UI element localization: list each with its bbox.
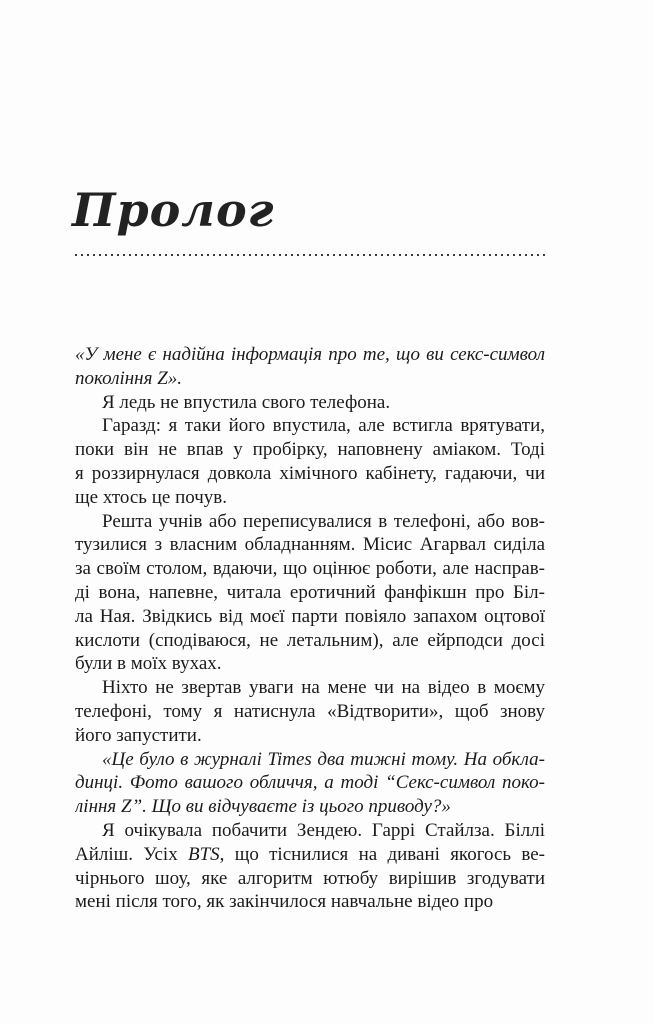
paragraph [75,414,545,509]
text-line: ще хтось це почув. [75,486,228,508]
text-line: покоління Z». [75,367,183,389]
text-line: «У мене є надійна інформація про те, що ви секс-символ [75,344,545,365]
text-line: «Це було в журналі Times два тижні тому. На обкла- [102,748,545,770]
paragraph [75,510,545,677]
text-line: ління Z”. Що ви відчуваєте із цього приводу?» [75,796,451,818]
chapter-title: Пролог [72,183,275,237]
text-line: Гаразд: я таки його впустила, але встигла врятувати, [102,415,545,437]
text-line: Я ледь не впустила свого телефона. [102,391,391,413]
text-line: Айліш. Усіх BTS, що тіснилися на дивані якогось ве- [75,843,545,865]
paragraph [75,391,545,415]
paragraph [75,676,545,747]
paragraph [75,343,545,391]
dotted-divider [75,254,545,256]
text-line: я роззирнулася довкола хімічного кабінету, гадаючи, чи [75,462,545,484]
text-line: Я очікувала побачити Зендею. Гаррі Стайлза. Біллі [102,819,545,841]
paragraph [75,819,545,914]
text-line: Ніхто не звертав уваги на мене чи на відео в моєму [102,677,545,699]
text-line: мені після того, як закінчилося навчальне відео про [75,891,494,913]
body-text [75,343,545,914]
text-line: за своїм столом, вдаючи, що оцінює роботи, але насправ- [75,558,545,580]
text-line: чірнього шоу, яке алгоритм ютюбу вирішив згодувати [75,867,545,889]
text-line: ді вона, напевне, читала еротичний фанфікшн про Біл- [75,581,545,603]
text-line: його запустити. [75,724,202,746]
text-line: були в моїх вухах. [75,653,222,675]
text-line: тузилися з власним обладнанням. Місис Агарвал сиділа [75,534,545,556]
text-line: ла Ная. Звідкись від моєї парти повіяло запахом оцтової [75,605,545,627]
text-line: поки він не впав у пробірку, наповнену аміаком. Тоді [75,439,545,461]
page-content [72,0,545,914]
text-line: телефоні, тому я натиснула «Відтворити», щоб знову [75,700,545,722]
text-line: кислоти (сподіваюся, не летальним), але ейрподси досі [75,629,545,651]
text-line: динці. Фото вашого обличчя, а тоді “Секс-символ поко- [75,772,545,794]
text-line: Решта учнів або переписувалися в телефоні, або вов- [102,510,545,532]
paragraph [75,748,545,819]
